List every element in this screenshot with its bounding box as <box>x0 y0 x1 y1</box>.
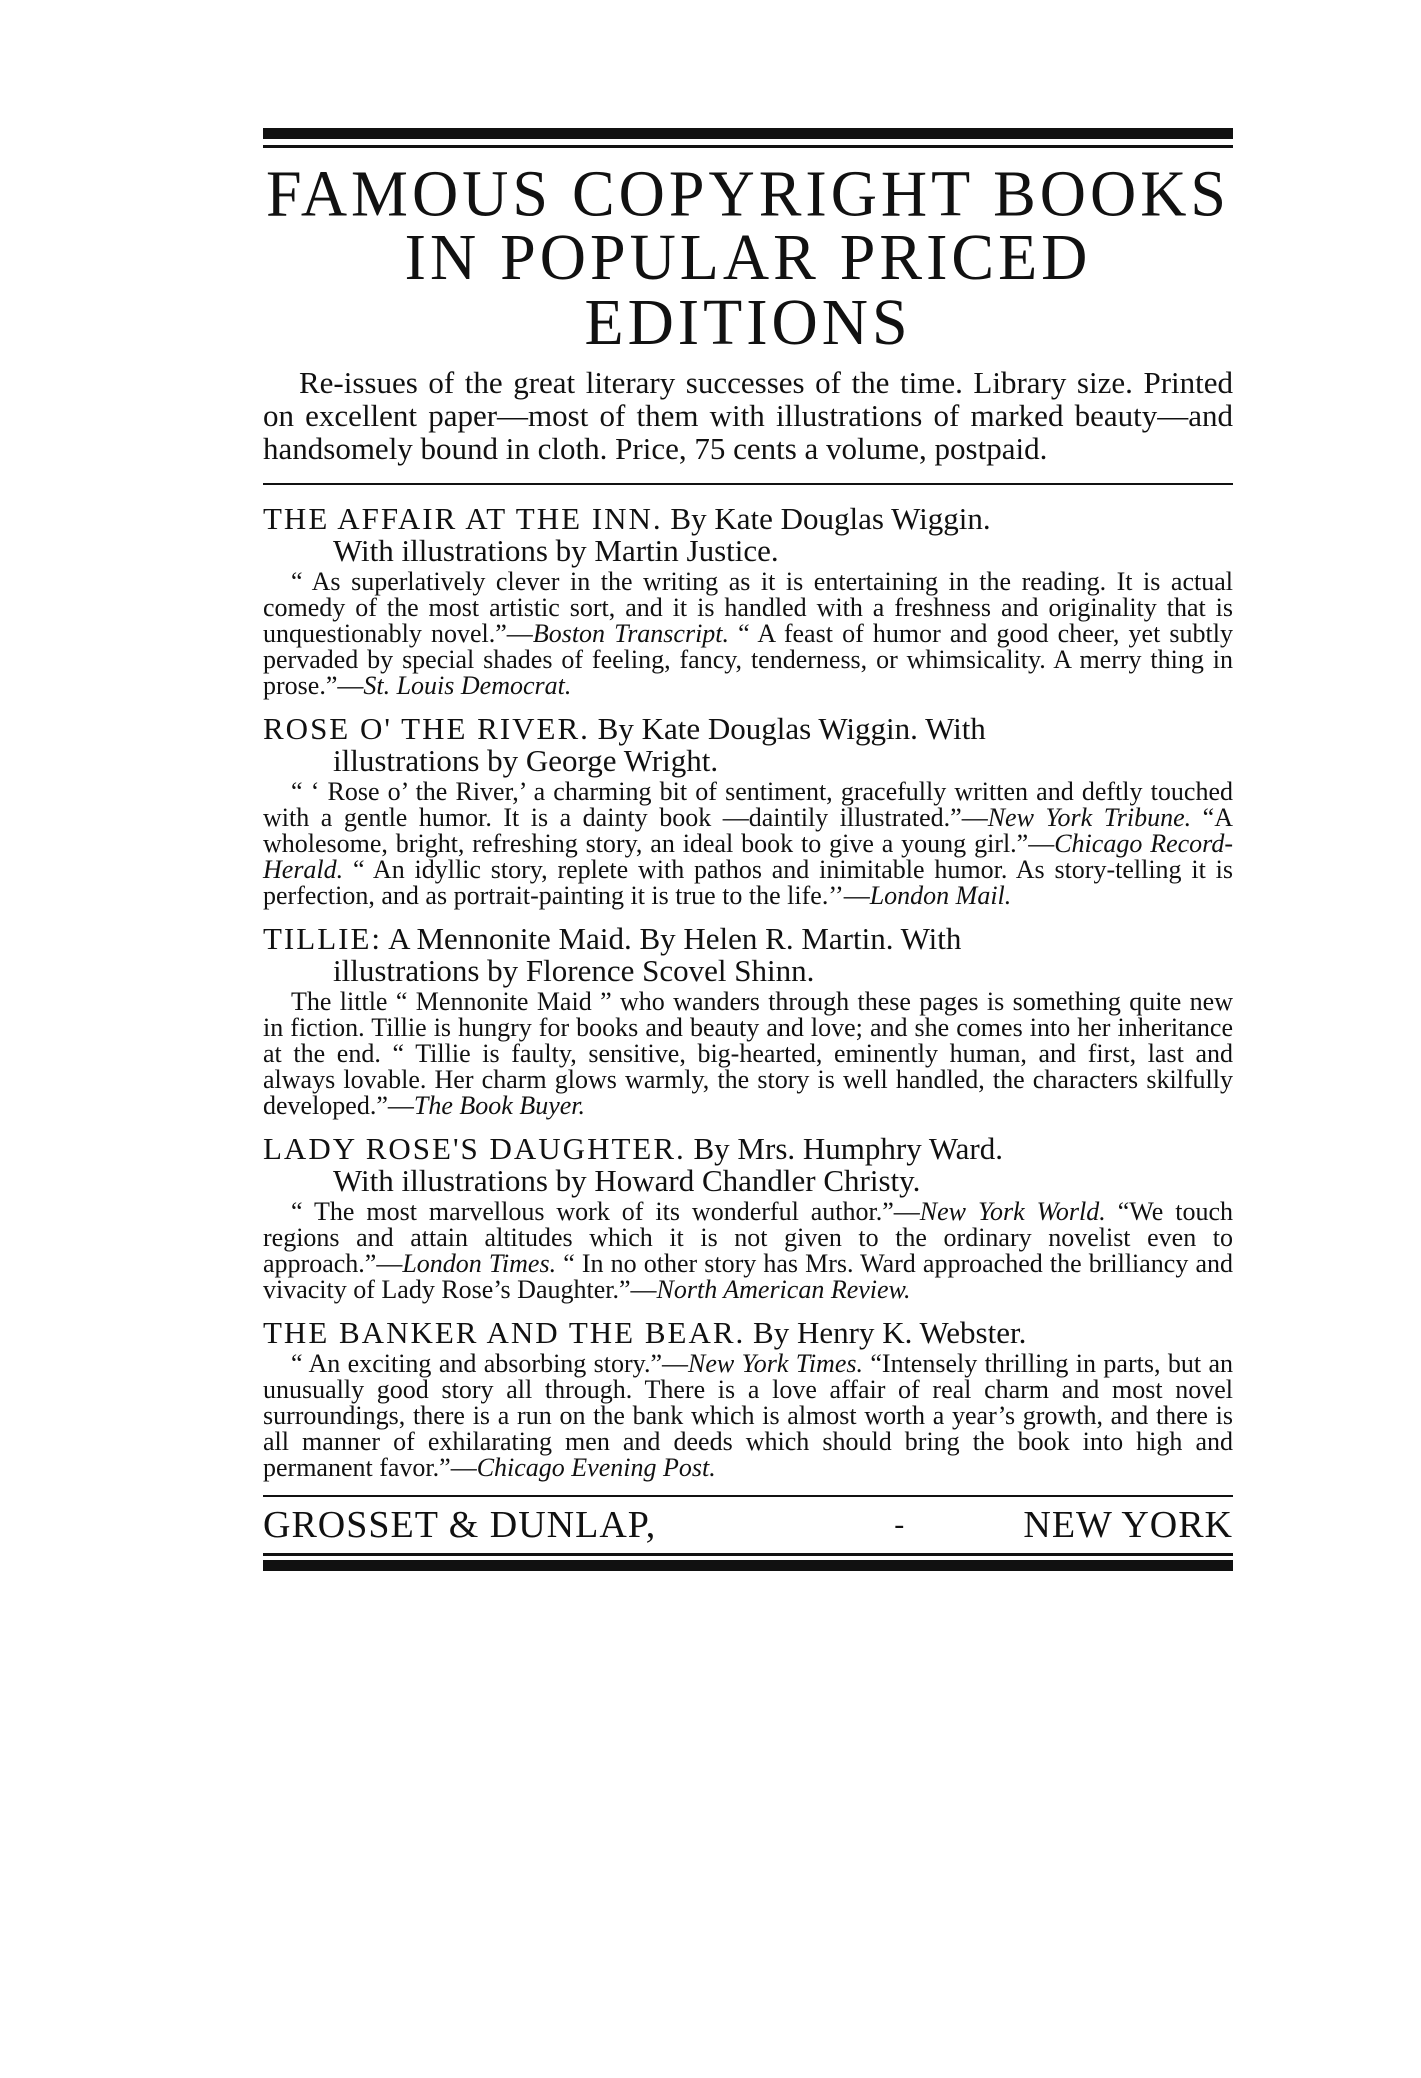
book-review <box>263 779 1233 909</box>
book-review <box>263 1199 1233 1303</box>
book-review <box>263 989 1233 1119</box>
footer-top-rule <box>263 1495 1233 1497</box>
book-entry <box>263 923 1233 1119</box>
headline-line-1: FAMOUS COPYRIGHT BOOKS <box>265 157 1231 230</box>
review-source: The Book Buyer. <box>413 1091 586 1120</box>
book-title: LADY ROSE'S DAUGHTER. <box>263 1131 686 1166</box>
review-source: St. Louis Democrat. <box>363 671 572 700</box>
book-title: THE BANKER AND THE BEAR. <box>263 1315 746 1350</box>
review-source: Boston Transcript. <box>532 619 730 648</box>
review-source: New York Times. <box>688 1349 863 1378</box>
intro-paragraph: Re-issues of the great literary successes of the time. Library size. Printed on excellent paper—most of them with illustrations of marked beauty—and handsomely bound in cloth. Price, 75 cents a volume, postpaid. <box>263 365 1233 466</box>
book-title: TILLIE: <box>263 921 383 956</box>
review-source: North American Review. <box>656 1275 911 1304</box>
review-source: New York World. <box>919 1197 1106 1226</box>
publisher-line <box>263 1503 1233 1547</box>
headline-line-2: IN POPULAR PRICED EDITIONS <box>404 220 1092 359</box>
review-quote: “ The most marvellous work of its wonderful author.”— <box>291 1197 920 1226</box>
book-title: THE AFFAIR AT THE INN. <box>263 501 663 536</box>
book-review <box>263 1351 1233 1481</box>
book-heading <box>263 1317 1233 1349</box>
review-quote: “ A feast of humor and good cheer, yet subtly pervaded by special shades of feeling, fancy, tenderness, or whimsicality. A merry thing in prose.”— <box>263 619 1233 700</box>
book-entry <box>263 1133 1233 1303</box>
book-entry <box>263 713 1233 909</box>
review-quote: “ An idyllic story, replete with pathos and inimitable humor. As story-telling it is perfection, and as portrait-painting it is true to the life.’’— <box>263 855 1233 910</box>
book-entry <box>263 1317 1233 1481</box>
book-author: By Henry K. Webster. <box>753 1315 1027 1350</box>
review-source: Chicago Evening Post. <box>476 1453 716 1482</box>
publisher-city: NEW YORK <box>1023 1504 1233 1546</box>
review-quote: “A wholesome, bright, refreshing story, an ideal book to give a young girl.”— <box>263 803 1233 858</box>
book-illustrations: With illustrations by Howard Chandler Christy. <box>333 1163 921 1198</box>
book-review <box>263 569 1233 699</box>
top-thick-rule <box>263 128 1233 139</box>
book-heading <box>263 713 1233 777</box>
book-illustrations: With illustrations by Martin Justice. <box>333 533 779 568</box>
book-illustrations: illustrations by George Wright. <box>333 743 719 778</box>
review-source: New York Tribune. <box>987 803 1192 832</box>
advertisement-page <box>263 128 1233 1571</box>
book-illustrations: illustrations by Florence Scovel Shinn. <box>333 953 815 988</box>
book-heading <box>263 503 1233 567</box>
review-quote: “ As superlatively clever in the writing as it is entertaining in the reading. It is actual comedy of the most artistic sort, and it is handled with a freshness and originality that is unquestionably novel.”— <box>263 567 1233 648</box>
book-author: A Mennonite Maid. By Helen R. Martin. With <box>388 921 962 956</box>
review-quote: “ In no other story has Mrs. Ward approached the brilliancy and vivacity of Lady Rose’s Daughter.”— <box>263 1249 1233 1304</box>
book-title: ROSE O' THE RIVER. <box>263 711 590 746</box>
book-author: By Kate Douglas Wiggin. <box>670 501 991 536</box>
book-entry <box>263 503 1233 699</box>
review-source: London Mail. <box>869 881 1012 910</box>
review-quote: “We touch regions and attain altitudes which it is not given to the ordinary novelist even to approach.”— <box>263 1197 1233 1278</box>
book-list <box>263 503 1233 1481</box>
review-quote: The little “ Mennonite Maid ” who wanders through these pages is something quite new in fiction. Tillie is hungry for books and beauty and love; and she comes into her inheritance at the end. “ Tillie is faulty, sensitive, big-hearted, eminently human, and first, last and always lovable. Her charm glows warmly, the story is well handled, the characters skilfully developed.”— <box>263 987 1233 1120</box>
review-source: Chicago Record-Herald. <box>263 829 1233 884</box>
publisher-name: GROSSET & DUNLAP, <box>263 1504 657 1546</box>
top-thin-rule <box>263 145 1233 148</box>
publisher-separator: - <box>894 1508 906 1541</box>
review-quote: “Intensely thrilling in parts, but an unusually good story all through. There is a love affair of real charm and most novel surroundings, there is a run on the bank which is almost worth a year’s growth, and there is all manner of exhilarating men and deeds which should bring the book into high and permanent favor.”— <box>263 1349 1233 1482</box>
book-heading <box>263 923 1233 987</box>
book-author: By Kate Douglas Wiggin. With <box>597 711 986 746</box>
review-source: London Times. <box>402 1249 557 1278</box>
review-quote: “ ‘ Rose o’ the River,’ a charming bit of sentiment, gracefully written and deftly touched with a gentle humor. It is a dainty book —daintily illustrated.”— <box>263 777 1233 832</box>
book-heading <box>263 1133 1233 1197</box>
review-quote: “ An exciting and absorbing story.”— <box>291 1349 689 1378</box>
bottom-thick-rule <box>263 1560 1233 1571</box>
intro-divider <box>263 483 1233 485</box>
book-author: By Mrs. Humphry Ward. <box>693 1131 1004 1166</box>
